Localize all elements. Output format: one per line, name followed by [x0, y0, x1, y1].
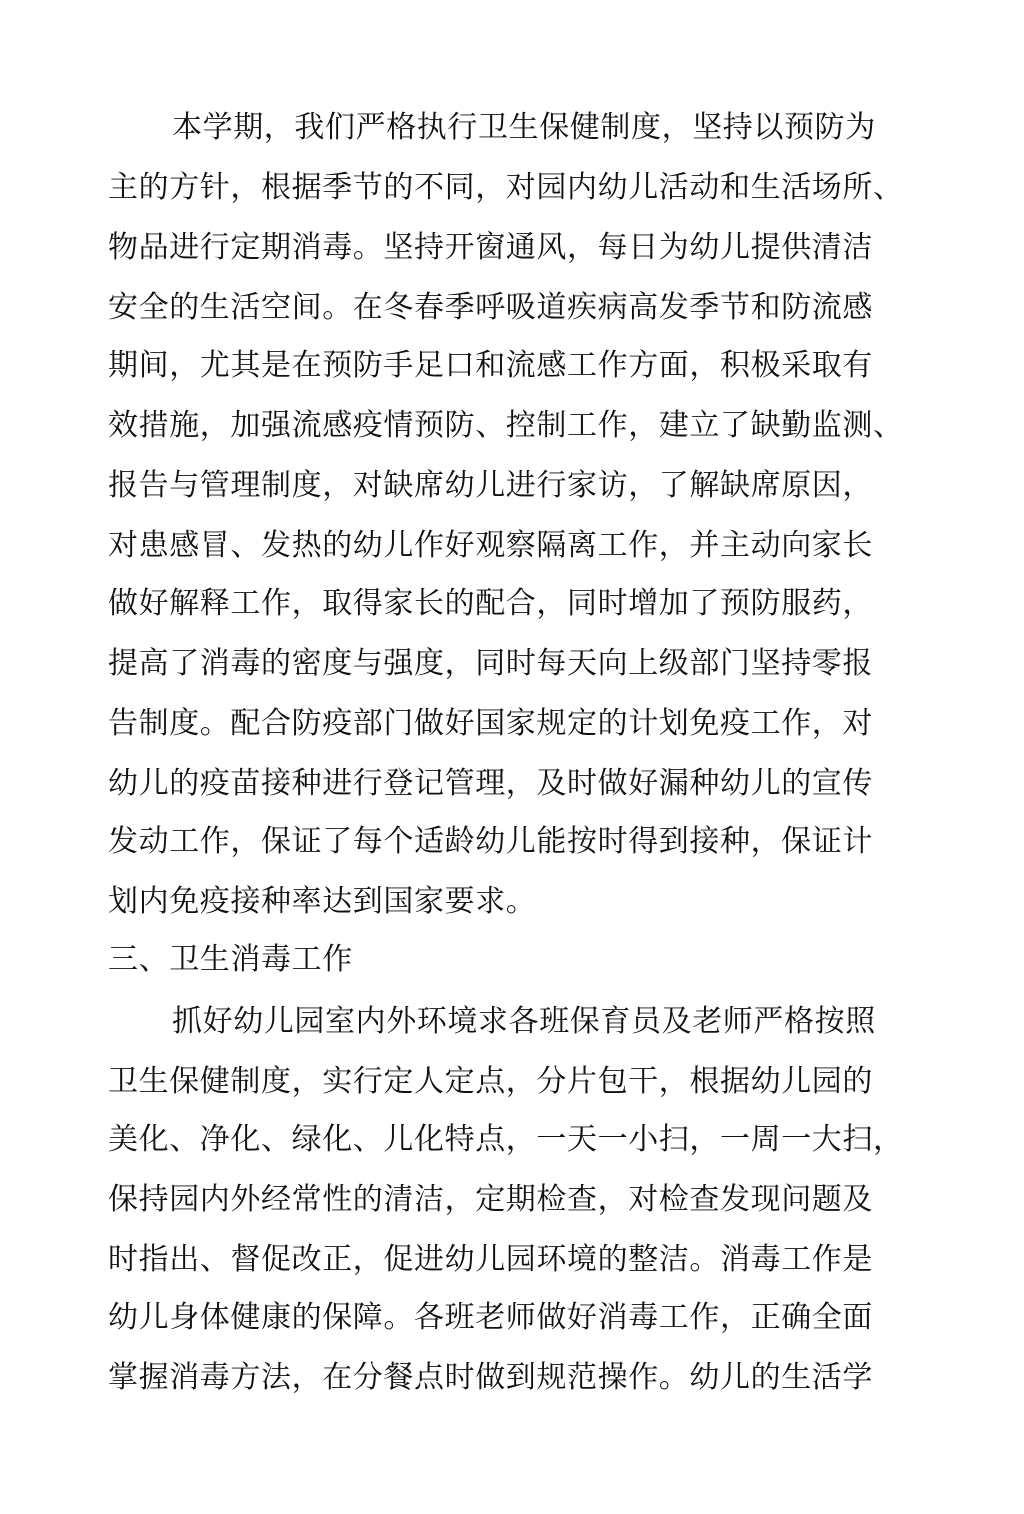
paragraph-1-line-3: 物品进行定期消毒。坚持开窗通风，每日为幼儿提供清洁 [108, 230, 873, 265]
paragraph-2-line-3: 美化、净化、绿化、儿化特点，一天一小扫，一周一大扫， [108, 1122, 904, 1157]
paragraph-1-line-12: 幼儿的疫苗接种进行登记管理，及时做好漏种幼儿的宣传 [108, 766, 873, 801]
section-heading: 三、卫生消毒工作 [108, 942, 353, 977]
paragraph-1-line-1: 本学期，我们严格执行卫生保健制度，坚持以预防为 [172, 110, 876, 145]
paragraph-1-line-11: 告制度。配合防疫部门做好国家规定的计划免疫工作，对 [108, 706, 873, 741]
paragraph-1-line-4: 安全的生活空间。在冬春季呼吸道疾病高发季节和防流感 [108, 290, 873, 325]
paragraph-1-line-9: 做好解释工作，取得家长的配合，同时增加了预防服药， [108, 586, 873, 621]
paragraph-1-line-14: 划内免疫接种率达到国家要求。 [108, 884, 537, 919]
paragraph-2-line-2: 卫生保健制度，实行定人定点，分片包干，根据幼儿园的 [108, 1064, 873, 1099]
paragraph-1-line-10: 提高了消毒的密度与强度，同时每天向上级部门坚持零报 [108, 646, 873, 681]
paragraph-2-line-6: 幼儿身体健康的保障。各班老师做好消毒工作，正确全面 [108, 1300, 873, 1335]
paragraph-1-line-5: 期间，尤其是在预防手足口和流感工作方面，积极采取有 [108, 348, 873, 383]
paragraph-1-line-13: 发动工作，保证了每个适龄幼儿能按时得到接种，保证计 [108, 824, 873, 859]
paragraph-1-line-8: 对患感冒、发热的幼儿作好观察隔离工作，并主动向家长 [108, 528, 873, 563]
paragraph-2-line-7: 掌握消毒方法，在分餐点时做到规范操作。幼儿的生活学 [108, 1360, 873, 1395]
paragraph-2-line-4: 保持园内外经常性的清洁，定期检查，对检查发现问题及 [108, 1182, 873, 1217]
paragraph-2-line-5: 时指出、督促改正，促进幼儿园环境的整洁。消毒工作是 [108, 1242, 873, 1277]
paragraph-1-line-7: 报告与管理制度，对缺席幼儿进行家访，了解缺席原因， [108, 468, 873, 503]
paragraph-1-line-2: 主的方针，根据季节的不同，对园内幼儿活动和生活场所、 [108, 170, 904, 205]
paragraph-1-line-6: 效措施，加强流感疫情预防、控制工作，建立了缺勤监测、 [108, 408, 904, 443]
paragraph-2-line-1: 抓好幼儿园室内外环境求各班保育员及老师严格按照 [172, 1004, 876, 1039]
